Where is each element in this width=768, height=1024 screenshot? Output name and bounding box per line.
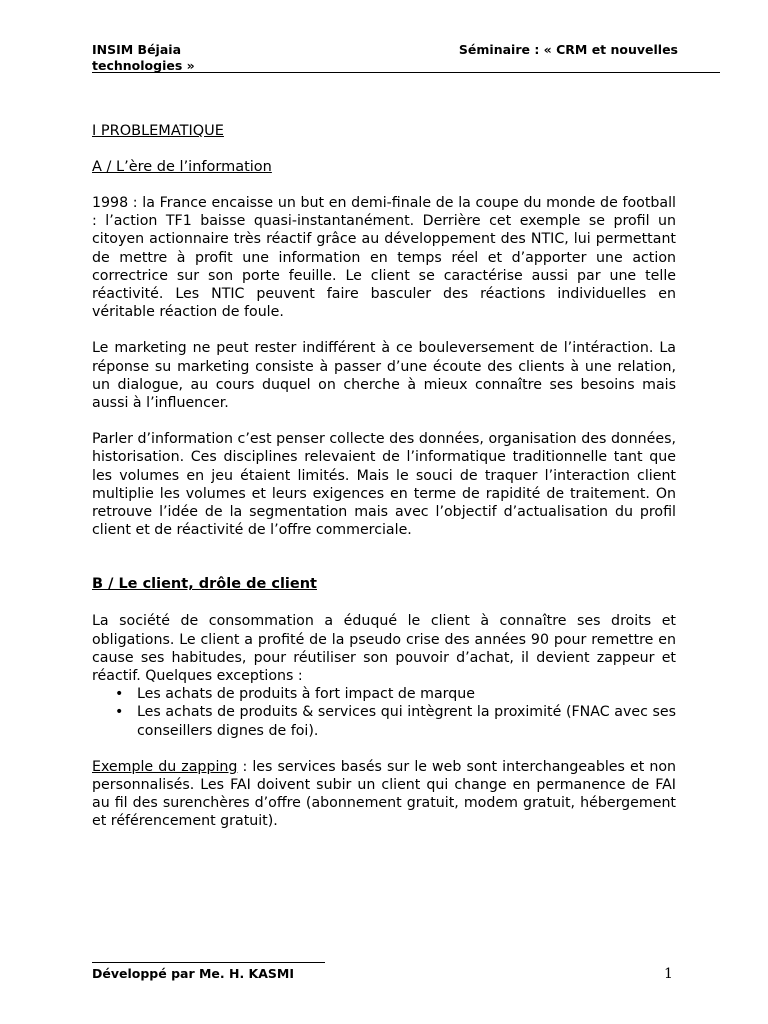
paragraph-b-intro: La société de consommation a éduqué le client à connaître ses droits et obligations. Le client a profité de la pseudo crise des années 90 pour remettre en cause ses habitudes, pour réutiliser son pouvoir d’achat, il devient zappeur et réactif. Quelques exceptions : (92, 613, 676, 685)
paragraph-a-3: Parler d’information c’est penser collecte des données, organisation des données, historisation. Ces disciplines relevaient de l’informatique traditionnelle tant que les volumes en jeu étaient limités. Mais le souci de traquer l’interaction client multiplie les volumes et leurs exigences en terme de rapidité de traitement. On retrouve l’idée de la segmentation mais avec l’objectif d’actualisation du profil client et de réactivité de l’offre commerciale. (92, 431, 676, 539)
header-institution: INSIM Béjaia (92, 42, 182, 57)
page-number: 1 (664, 966, 673, 982)
header-divider (92, 72, 720, 73)
section-spacer (92, 557, 676, 575)
list-item (92, 703, 676, 739)
footer-author: Développé par Me. H. KASMI (92, 966, 295, 981)
footer-divider (92, 962, 325, 963)
header-seminar-title-continuation: technologies » (92, 58, 195, 73)
bullet-icon: • (115, 686, 124, 703)
paragraph-a-1: 1998 : la France encaisse un but en demi-finale de la coupe du monde de football : l’action TF1 baisse quasi-instantanément. Derrière cet exemple se profil un citoyen actionnaire très réactif grâce au développement des NTIC, lui permettant de mettre à profit une information en temps réel et d’apporter une action correctrice sur son porte feuille. Le client se caractérise aussi par une telle réactivité. Les NTIC peuvent faire basculer des réactions individuelles en véritable réaction de foule. (92, 195, 676, 321)
paragraph-b-example (92, 758, 676, 831)
example-text: : les services basés sur le web sont interchangeables et non personnalisés. Les FAI doivent subir un client qui change en permanence de FAI au fil des surenchères d’offre (abonnement gratuit, modem gratuit, hébergement et référencement gratuit). (92, 758, 676, 830)
header-seminar-title: Séminaire : « CRM et nouvelles (458, 42, 678, 57)
subsection-heading-b: B / Le client, drôle de client (92, 576, 317, 593)
exceptions-list (92, 685, 676, 740)
document-body (92, 122, 676, 849)
subsection-heading-a: A / L’ère de l’information (92, 159, 272, 175)
list-item (92, 685, 676, 703)
section-heading-problematique: I PROBLEMATIQUE (92, 123, 224, 139)
bullet-icon: • (115, 704, 124, 721)
example-label: Exemple du zapping (92, 758, 238, 775)
paragraph-a-2: Le marketing ne peut rester indifférent à ce bouleversement de l’intéraction. La réponse su marketing consiste à passer d’une écoute des clients à une relation, un dialogue, au cours duquel on cherche à mieux connaître ses besoins mais aussi à l’influencer. (92, 340, 676, 412)
list-item-text: Les achats de produits à fort impact de marque (137, 686, 475, 703)
list-item-text: Les achats de produits & services qui intègrent la proximité (FNAC avec ses conseillers dignes de foi). (137, 704, 676, 739)
